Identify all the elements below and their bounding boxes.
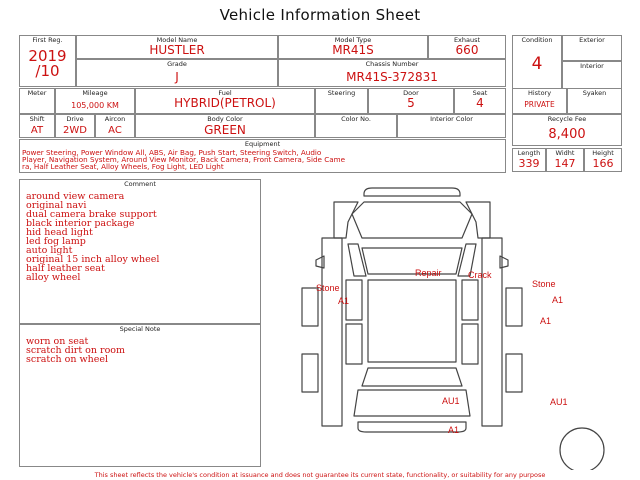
- width-label: Widht: [555, 149, 575, 157]
- a1-mark-right-lower: A1: [540, 316, 552, 326]
- right-rear-wheel-shape: [506, 354, 522, 392]
- chassis-cell: [278, 59, 506, 87]
- comment-item: dual camera brake support: [26, 209, 157, 220]
- right-body-side-shape: [482, 238, 502, 426]
- right-front-door-shape: [462, 280, 478, 320]
- equipment-label: Equipment: [244, 140, 281, 148]
- special-note-box: [19, 324, 261, 467]
- exhaust-value: 660: [455, 43, 479, 57]
- drive-value: 2WD: [63, 125, 87, 136]
- steering-cell: [315, 88, 368, 114]
- comment-box: [19, 179, 261, 324]
- seat-label: Seat: [472, 89, 488, 97]
- model-type-cell: [278, 35, 428, 59]
- equipment-line-3: ra, Half Leather Seat, Alloy Wheels, Fog Light, LED Light: [22, 162, 224, 171]
- first-reg-label: First Reg.: [32, 36, 63, 44]
- exterior-cell: [562, 35, 622, 61]
- comment-item: original 15 inch alloy wheel: [26, 254, 160, 265]
- length-value: 339: [518, 157, 540, 170]
- chassis-label: Chassis Number: [365, 60, 419, 68]
- left-mirror-shape: [316, 256, 324, 268]
- crack-mark: Crack: [468, 270, 492, 280]
- body-color-label: Body Color: [207, 115, 243, 123]
- mileage-cell: [55, 88, 135, 114]
- aircon-value: AC: [108, 125, 122, 136]
- recycle-fee-label: Recycle Fee: [547, 115, 587, 123]
- a1-mark-left: A1: [338, 296, 350, 306]
- comment-item: auto light: [26, 245, 73, 256]
- a1-mark-bottom: A1: [448, 425, 460, 435]
- steering-label: Steering: [327, 89, 356, 97]
- special-note-item: scratch dirt on room: [26, 345, 126, 356]
- model-name-value: HUSTLER: [149, 43, 205, 57]
- au1-mark-center: AU1: [442, 396, 460, 406]
- history-value: PRIVATE: [524, 100, 555, 109]
- aircon-label: Aircon: [104, 115, 126, 123]
- model-type-label: Model Type: [334, 36, 372, 44]
- seat-cell: [454, 88, 506, 114]
- color-no-label: Color No.: [341, 115, 371, 123]
- right-mirror-shape: [500, 256, 508, 268]
- drive-cell: [55, 114, 95, 138]
- comment-list: [26, 192, 159, 282]
- first-reg-year: 2019: [28, 47, 67, 65]
- left-rear-door-shape: [346, 324, 362, 364]
- car-damage-diagram: [262, 176, 640, 470]
- au1-mark-right: AU1: [550, 397, 568, 407]
- special-note-label: Special Note: [119, 325, 161, 333]
- equipment-cell: [19, 139, 506, 173]
- interior-color-cell: [397, 114, 506, 138]
- exterior-label: Exterior: [579, 36, 605, 44]
- equipment-line-1: Power Steering, Power Window All, ABS, Air Bag, Push Start, Steering Switch, Audio: [22, 148, 322, 157]
- grade-cell: [76, 59, 278, 87]
- rear-window-shape: [362, 368, 462, 386]
- equipment-line-2: Player, Navigation System, Around View Monitor, Back Camera, Front Camera, Side Came: [22, 155, 346, 164]
- mileage-value: 105,000 KM: [71, 101, 119, 110]
- comment-item: original navi: [26, 200, 87, 211]
- special-note-item: worn on seat: [26, 336, 89, 347]
- comment-item: black interior package: [26, 218, 135, 229]
- body-color-value: GREEN: [204, 123, 246, 137]
- height-value: 166: [592, 157, 614, 170]
- height-cell: [584, 148, 622, 172]
- color-no-cell: [315, 114, 397, 138]
- spare-tire-shape: [560, 428, 604, 470]
- history-label: History: [527, 89, 552, 97]
- meter-label: Meter: [27, 89, 47, 97]
- special-note-list: [26, 337, 125, 364]
- model-name-label: Model Name: [156, 36, 198, 44]
- condition-cell: [512, 35, 562, 89]
- interior-color-label: Interior Color: [430, 115, 473, 123]
- chassis-value: MR41S-372831: [346, 70, 438, 84]
- shift-value: AT: [30, 125, 44, 136]
- fuel-label: Fuel: [218, 89, 232, 97]
- right-rear-door-shape: [462, 324, 478, 364]
- length-cell: [512, 148, 546, 172]
- door-label: Door: [403, 89, 419, 97]
- disclaimer-footer: This sheet reflects the vehicle's condition at issuance and does not guarantee its current state, functionality, or suitability for any purpose: [94, 471, 546, 479]
- right-front-wheel-shape: [506, 288, 522, 326]
- comment-item: led fog lamp: [26, 236, 86, 247]
- shift-cell: [19, 114, 55, 138]
- left-body-side-shape: [322, 238, 342, 426]
- left-pillar-shape: [348, 244, 366, 276]
- history-cell: [512, 88, 567, 114]
- aircon-cell: [95, 114, 135, 138]
- height-label: Height: [592, 149, 614, 157]
- door-value: 5: [407, 96, 415, 110]
- model-name-cell: [76, 35, 278, 59]
- exhaust-cell: [428, 35, 506, 59]
- comment-item: alloy wheel: [26, 272, 81, 283]
- exhaust-label: Exhaust: [453, 36, 481, 44]
- interior-label: Interior: [580, 62, 604, 70]
- grade-label: Grade: [167, 60, 187, 68]
- seat-value: 4: [476, 96, 484, 110]
- width-cell: [546, 148, 584, 172]
- recycle-fee-value: 8,400: [548, 127, 586, 142]
- fuel-cell: [135, 88, 315, 114]
- length-label: Length: [517, 149, 541, 157]
- first-reg-cell: [19, 35, 76, 87]
- grade-value: J: [175, 70, 179, 84]
- recycle-fee-cell: [512, 114, 622, 146]
- hood-shape: [352, 202, 472, 238]
- syaken-cell: [567, 88, 622, 114]
- width-value: 147: [554, 157, 576, 170]
- front-bumper-shape: [364, 188, 460, 196]
- syaken-label: Syaken: [582, 89, 607, 97]
- roof-shape: [368, 280, 456, 362]
- drive-label: Drive: [66, 115, 84, 123]
- first-reg-month: /10: [35, 62, 60, 80]
- comment-item: half leather seat: [26, 263, 105, 274]
- condition-value: 4: [531, 54, 543, 74]
- interior-cell: [562, 61, 622, 89]
- left-rear-wheel-shape: [302, 354, 318, 392]
- comment-label: Comment: [124, 180, 156, 188]
- comment-item: hid head light: [26, 227, 93, 238]
- model-type-value: MR41S: [332, 43, 374, 57]
- fuel-value: HYBRID(PETROL): [174, 96, 276, 110]
- door-cell: [368, 88, 454, 114]
- left-front-wheel-shape: [302, 288, 318, 326]
- condition-label: Condition: [521, 36, 553, 44]
- repair-mark: Repair: [415, 268, 442, 278]
- shift-label: Shift: [29, 115, 45, 123]
- mileage-label: Mileage: [82, 89, 108, 97]
- special-note-item: scratch on wheel: [26, 354, 109, 365]
- meter-cell: [19, 88, 55, 114]
- body-color-cell: [135, 114, 315, 138]
- windshield-shape: [362, 248, 462, 274]
- stone-mark-right: Stone: [532, 279, 556, 289]
- stone-mark-left: Stone: [316, 283, 340, 293]
- a1-mark-right: A1: [552, 295, 564, 305]
- page-title: Vehicle Information Sheet: [219, 6, 421, 24]
- comment-item: around view camera: [26, 191, 125, 202]
